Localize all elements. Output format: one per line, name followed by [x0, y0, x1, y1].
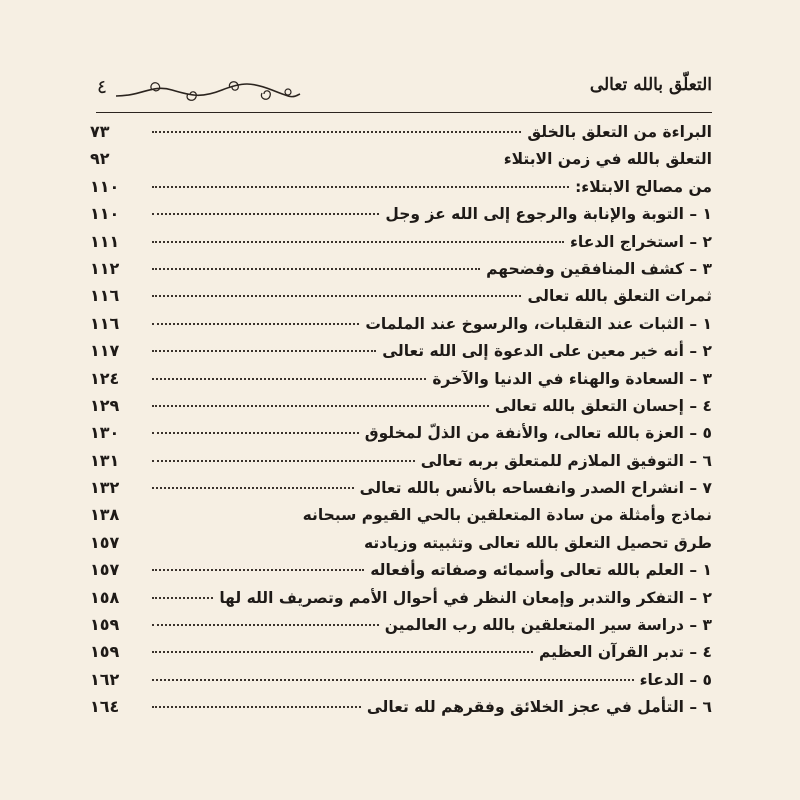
- dot-leader: [152, 131, 521, 133]
- toc-entry-title: ١ – العلم بالله تعالى وأسمائه وصفاته وأفعاله: [370, 561, 712, 580]
- page-header: [92, 70, 712, 110]
- toc-entry: [90, 666, 712, 693]
- toc-entry-title: التعلق بالله في زمن الابتلاء: [503, 150, 712, 169]
- toc-entry: [90, 310, 712, 337]
- toc-entry-title: ٧ – انشراح الصدر وانفساحه بالأنس بالله تعالى: [359, 479, 712, 498]
- toc-entry: [90, 419, 712, 446]
- dot-leader: [152, 378, 426, 380]
- toc-entry-title: طرق تحصيل التعلق بالله تعالى وتثبيته وزيادته: [363, 533, 712, 552]
- toc-entry-page: ١٣٠: [90, 423, 120, 443]
- toc-entry-page: ١٥٩: [90, 642, 120, 662]
- toc-entry-page: ١٢٩: [90, 395, 120, 415]
- toc-entry: [90, 365, 712, 392]
- toc-entry-title: ٥ – العزة بالله تعالى، والأنفة من الذلّ لمخلوق: [364, 424, 712, 443]
- toc-entry: [90, 611, 712, 638]
- toc-entry-page: ١٦٢: [90, 669, 120, 689]
- toc-entry: [90, 173, 712, 200]
- toc-entry-title: ١ – التوبة والإنابة والرجوع إلى الله عز وجل: [385, 205, 712, 224]
- toc-entry-title: ٦ – التأمل في عجز الخلائق وفقرهم لله تعالى: [366, 698, 712, 717]
- toc-entry: [90, 584, 712, 611]
- toc-entry-title: ٢ – استخراج الدعاء: [569, 232, 712, 251]
- toc-entry-title: ٥ – الدعاء: [639, 670, 712, 689]
- toc-entry-page: ١٥٩: [90, 615, 120, 635]
- toc-entry-title: من مصالح الابتلاء:: [575, 177, 712, 196]
- running-title: التعلّق بالله تعالى: [589, 75, 712, 95]
- table-of-contents: [90, 118, 712, 721]
- dot-leader: [152, 350, 376, 352]
- toc-entry: [90, 255, 712, 282]
- dot-leader: [152, 542, 358, 544]
- toc-entry: [90, 638, 712, 665]
- toc-entry: [90, 501, 712, 528]
- toc-entry: [90, 228, 712, 255]
- dot-leader: [152, 323, 359, 325]
- toc-entry-page: ١١٦: [90, 286, 120, 306]
- toc-entry-title: ٣ – كشف المنافقين وفضحهم: [486, 259, 712, 278]
- toc-entry: [90, 282, 712, 309]
- dot-leader: [152, 679, 634, 681]
- toc-entry-page: ١٢٤: [90, 368, 120, 388]
- toc-entry-title: ٤ – تدبر القرآن العظيم: [539, 643, 712, 662]
- page-number: ٤: [96, 76, 108, 98]
- toc-entry: [90, 693, 712, 720]
- dot-leader: [152, 487, 354, 489]
- toc-entry: [90, 118, 712, 145]
- dot-leader: [152, 706, 361, 708]
- toc-entry-page: ١٥٧: [90, 532, 120, 552]
- dot-leader: [152, 241, 564, 243]
- dot-leader: [152, 597, 213, 599]
- toc-entry-page: ٧٣: [90, 122, 110, 141]
- toc-entry-title: ١ – الثبات عند التقلبات، والرسوخ عند الملمات: [365, 314, 712, 333]
- dot-leader: [152, 569, 364, 571]
- toc-entry: [90, 447, 712, 474]
- toc-entry-title: ٢ – التفكر والتدبر وإمعان النظر في أحوال الأمم وتصريف الله لها: [219, 588, 712, 607]
- dot-leader: [152, 514, 297, 516]
- toc-entry-title: ٤ – إحسان التعلق بالله تعالى: [494, 396, 712, 415]
- dot-leader: [152, 460, 415, 462]
- toc-entry-page: ١١٠: [90, 176, 120, 196]
- toc-entry-page: ١٣٨: [90, 505, 120, 525]
- dot-leader: [152, 651, 533, 653]
- toc-entry: [90, 200, 712, 227]
- dot-leader: [152, 268, 480, 270]
- dot-leader: [152, 213, 379, 215]
- header-divider: [96, 112, 712, 113]
- toc-entry-page: ١١٦: [90, 313, 120, 333]
- toc-entry-title: ٢ – أنه خير معين على الدعوة إلى الله تعالى: [382, 342, 712, 361]
- dot-leader: [152, 295, 521, 297]
- dot-leader: [152, 432, 359, 434]
- toc-entry: [90, 529, 712, 556]
- toc-entry-page: ١٣٢: [90, 478, 120, 498]
- toc-entry-title: نماذج وأمثلة من سادة المتعلقين بالحي القيوم سبحانه: [302, 506, 712, 525]
- dot-leader: [152, 186, 569, 188]
- toc-entry-page: ١١٠: [90, 204, 120, 224]
- floral-scroll-ornament-icon: [112, 76, 302, 106]
- toc-entry: [90, 556, 712, 583]
- toc-entry-title: ٣ – دراسة سير المتعلقين بالله رب العالمين: [384, 616, 712, 635]
- toc-entry-page: ١٥٧: [90, 560, 120, 580]
- toc-entry-page: ١١٧: [90, 341, 120, 361]
- toc-entry-title: البراءة من التعلق بالخلق: [527, 123, 712, 141]
- toc-entry-page: ١١١: [90, 231, 120, 251]
- toc-entry-page: ١١٢: [90, 258, 120, 278]
- toc-entry-page: ١٥٨: [90, 587, 120, 607]
- toc-entry-title: ٣ – السعادة والهناء في الدنيا والآخرة: [432, 369, 712, 388]
- dot-leader: [152, 158, 498, 160]
- toc-entry-page: ٩٢: [90, 149, 110, 169]
- toc-entry: [90, 474, 712, 501]
- toc-entry-page: ١٣١: [90, 450, 120, 470]
- dot-leader: [152, 405, 489, 407]
- toc-entry-page: ١٦٤: [90, 697, 120, 717]
- dot-leader: [152, 624, 379, 626]
- toc-entry-title: ثمرات التعلق بالله تعالى: [527, 287, 712, 306]
- toc-entry: [90, 337, 712, 364]
- toc-entry-title: ٦ – التوفيق الملازم للمتعلق بربه تعالى: [420, 451, 712, 470]
- toc-entry: [90, 145, 712, 172]
- toc-entry: [90, 392, 712, 419]
